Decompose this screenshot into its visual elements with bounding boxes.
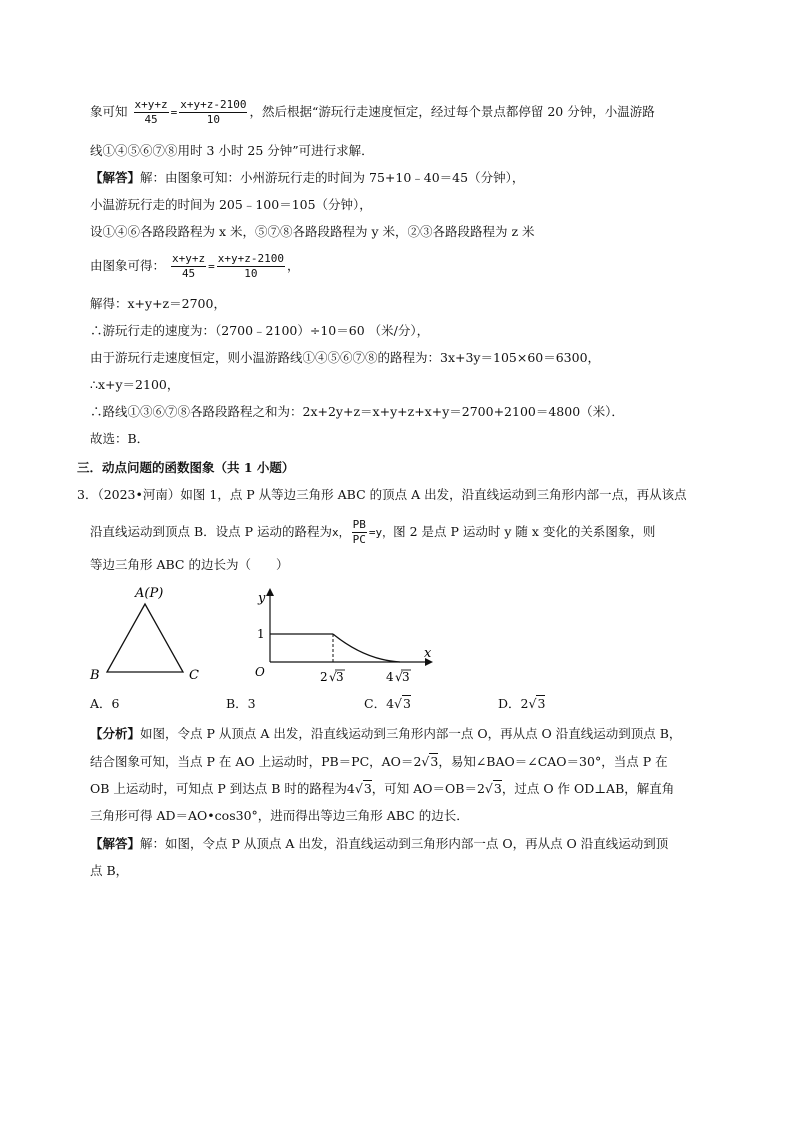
radicand: 3 bbox=[537, 696, 546, 711]
sqrt-sign: √ bbox=[329, 670, 337, 684]
fraction bbox=[217, 252, 285, 281]
text-line: ∴x+y＝2100， bbox=[90, 377, 180, 392]
fraction-numerator: x+y+z-2100 bbox=[217, 252, 284, 265]
y-tick-1: 1 bbox=[257, 627, 265, 641]
text-line: 设①④⑥各路段路程为 x 米，⑤⑦⑧各路段路程为 y 米，②③各路段路程为 z 米 bbox=[90, 224, 535, 239]
fraction-denominator: 45 bbox=[181, 267, 196, 280]
option-d bbox=[498, 694, 545, 714]
text: 如图，令点 P 从顶点 A 出发，沿直线运动到三角形内部一点 O，再从点 O 沿直线运动到顶点 B， bbox=[140, 726, 682, 741]
text-line bbox=[90, 98, 734, 127]
x-tick-coef: 2 bbox=[320, 670, 328, 684]
figure-2-graph bbox=[240, 582, 440, 690]
coef: 2 bbox=[520, 696, 529, 711]
text: 解：如图，令点 P 从顶点 A 出发，沿直线运动到三角形内部一点 O，再从点 O 沿直线运动到顶 bbox=[140, 836, 669, 851]
radicand: 3 bbox=[430, 754, 439, 769]
sqrt: √3 bbox=[394, 696, 411, 711]
fraction bbox=[179, 98, 247, 127]
x-tick-coef: 4 bbox=[386, 670, 394, 684]
fraction-numerator: x+y+z bbox=[172, 252, 206, 265]
question-text bbox=[90, 518, 734, 547]
radicand: 3 bbox=[363, 781, 372, 796]
coef: 4 bbox=[386, 696, 395, 711]
text-line: 线①④⑤⑥⑦⑧用时 3 小时 25 分钟”可进行求解． bbox=[90, 143, 374, 158]
fraction-denominator: 10 bbox=[206, 113, 220, 126]
text-line: 由于游玩行走速度恒定，则小温游路线①④⑤⑥⑦⑧的路程为：3x+3y＝105×60＝6300， bbox=[90, 350, 601, 365]
sqrt: √3 bbox=[354, 781, 372, 796]
vertex-label-c: C bbox=[189, 668, 199, 683]
triangle-shape bbox=[107, 604, 183, 672]
solution-line: 点 B， bbox=[90, 863, 129, 878]
text-line: ∴游玩行走的速度为：（2700﹣2100）÷10＝60 （米/分）， bbox=[90, 323, 430, 338]
text: 象可知 bbox=[90, 104, 128, 119]
text: ，过点 O 作 OD⊥AB，解直角 bbox=[501, 781, 675, 796]
axis-label-x: x bbox=[424, 646, 432, 661]
y-axis-arrow bbox=[266, 588, 274, 596]
sqrt-sign: √ bbox=[395, 670, 403, 684]
figure-1-triangle bbox=[85, 582, 215, 684]
solution-tag: 【解答】 bbox=[90, 836, 141, 851]
fraction-numerator: x+y+z-2100 bbox=[180, 98, 247, 111]
equals-sign: = bbox=[170, 106, 178, 119]
text: 沿直线运动到顶点 B．设点 P 运动的路程为 bbox=[90, 524, 333, 539]
fraction bbox=[171, 252, 206, 281]
option-b: B．3 bbox=[226, 696, 256, 711]
solution-line bbox=[90, 834, 734, 854]
origin-label: O bbox=[255, 665, 265, 679]
equals-sign: = bbox=[208, 260, 215, 273]
text: ，可知 AO＝OB＝ bbox=[371, 781, 477, 796]
text: x， bbox=[332, 526, 350, 539]
text: OB 上运动时，可知点 P 到达点 B 时的路程为 bbox=[90, 781, 347, 796]
fraction-numerator: PB bbox=[352, 518, 366, 531]
text: =y， bbox=[368, 526, 394, 539]
analysis-line bbox=[90, 779, 734, 799]
text-line bbox=[90, 252, 734, 281]
sqrt: √3 bbox=[484, 781, 502, 796]
sqrt: √3 bbox=[528, 696, 546, 711]
option-label: D． bbox=[498, 696, 521, 711]
text: ，然后根据“游玩行走速度恒定，经过每个景点都停留 20 分钟，小温游路 bbox=[249, 104, 655, 119]
fraction bbox=[134, 98, 169, 127]
coef: 4 bbox=[346, 781, 355, 796]
text-line: 解得：x+y+z＝2700， bbox=[90, 296, 226, 311]
text-line: 小温游玩行走的时间为 205﹣100＝105（分钟）， bbox=[90, 197, 372, 212]
coef: 2 bbox=[476, 781, 485, 796]
text-line bbox=[90, 168, 734, 188]
text-line: ∴路线①③⑥⑦⑧各路段路程之和为：2x+2y+z＝x+y+z+x+y＝2700+2100＝4800（米）． bbox=[90, 404, 624, 419]
question-text: 等边三角形 ABC 的边长为（ ） bbox=[90, 557, 289, 572]
vertex-label-b: B bbox=[90, 668, 100, 683]
graph-curve bbox=[333, 634, 400, 662]
analysis-line bbox=[90, 752, 734, 772]
text: 解：由图象可知：小州游玩行走的时间为 75+10﹣40＝45（分钟）， bbox=[140, 170, 525, 185]
fraction-denominator: 45 bbox=[144, 113, 158, 126]
radicand: 3 bbox=[403, 696, 411, 711]
x-tick-radicand: 3 bbox=[336, 670, 344, 684]
fraction-numerator: x+y+z bbox=[134, 98, 168, 111]
text: ，易知∠BAO＝∠CAO＝30°，当点 P 在 bbox=[438, 754, 668, 769]
axis-label-y: y bbox=[258, 591, 266, 606]
radicand: 3 bbox=[493, 781, 502, 796]
fraction-denominator: PC bbox=[352, 533, 366, 546]
question-text: 3．（2023•河南）如图 1，点 P 从等边三角形 ABC 的顶点 A 出发，沿直线运动到三角形内部一点，再从该点 bbox=[77, 487, 687, 502]
x-tick-radicand: 3 bbox=[402, 670, 410, 684]
text: 结合图象可知，当点 P 在 AO 上运动时，PB＝PC，AO＝ bbox=[90, 754, 414, 769]
answer-tag: 【解答】 bbox=[90, 170, 141, 185]
analysis-line: 三角形可得 AD＝AO•cos30°，进而得出等边三角形 ABC 的边长． bbox=[90, 808, 469, 823]
vertex-label-a: A(P) bbox=[135, 586, 164, 601]
text: 图 2 是点 P 运动时 y 随 x 变化的关系图象，则 bbox=[393, 524, 656, 539]
coef: 2 bbox=[413, 754, 422, 769]
option-label: C． bbox=[364, 696, 387, 711]
text-line: 故选：B． bbox=[90, 431, 150, 446]
sqrt: √3 bbox=[421, 754, 439, 769]
text: 由图象可得： bbox=[90, 258, 166, 273]
analysis-tag: 【分析】 bbox=[90, 726, 141, 741]
fraction bbox=[352, 518, 367, 547]
fraction-denominator: 10 bbox=[244, 267, 258, 280]
analysis-line bbox=[90, 724, 734, 744]
text: ， bbox=[286, 258, 300, 273]
option-a: A．6 bbox=[90, 696, 120, 711]
option-c bbox=[364, 694, 411, 714]
section-heading: 三．动点问题的函数图象（共 1 小题） bbox=[77, 460, 295, 475]
